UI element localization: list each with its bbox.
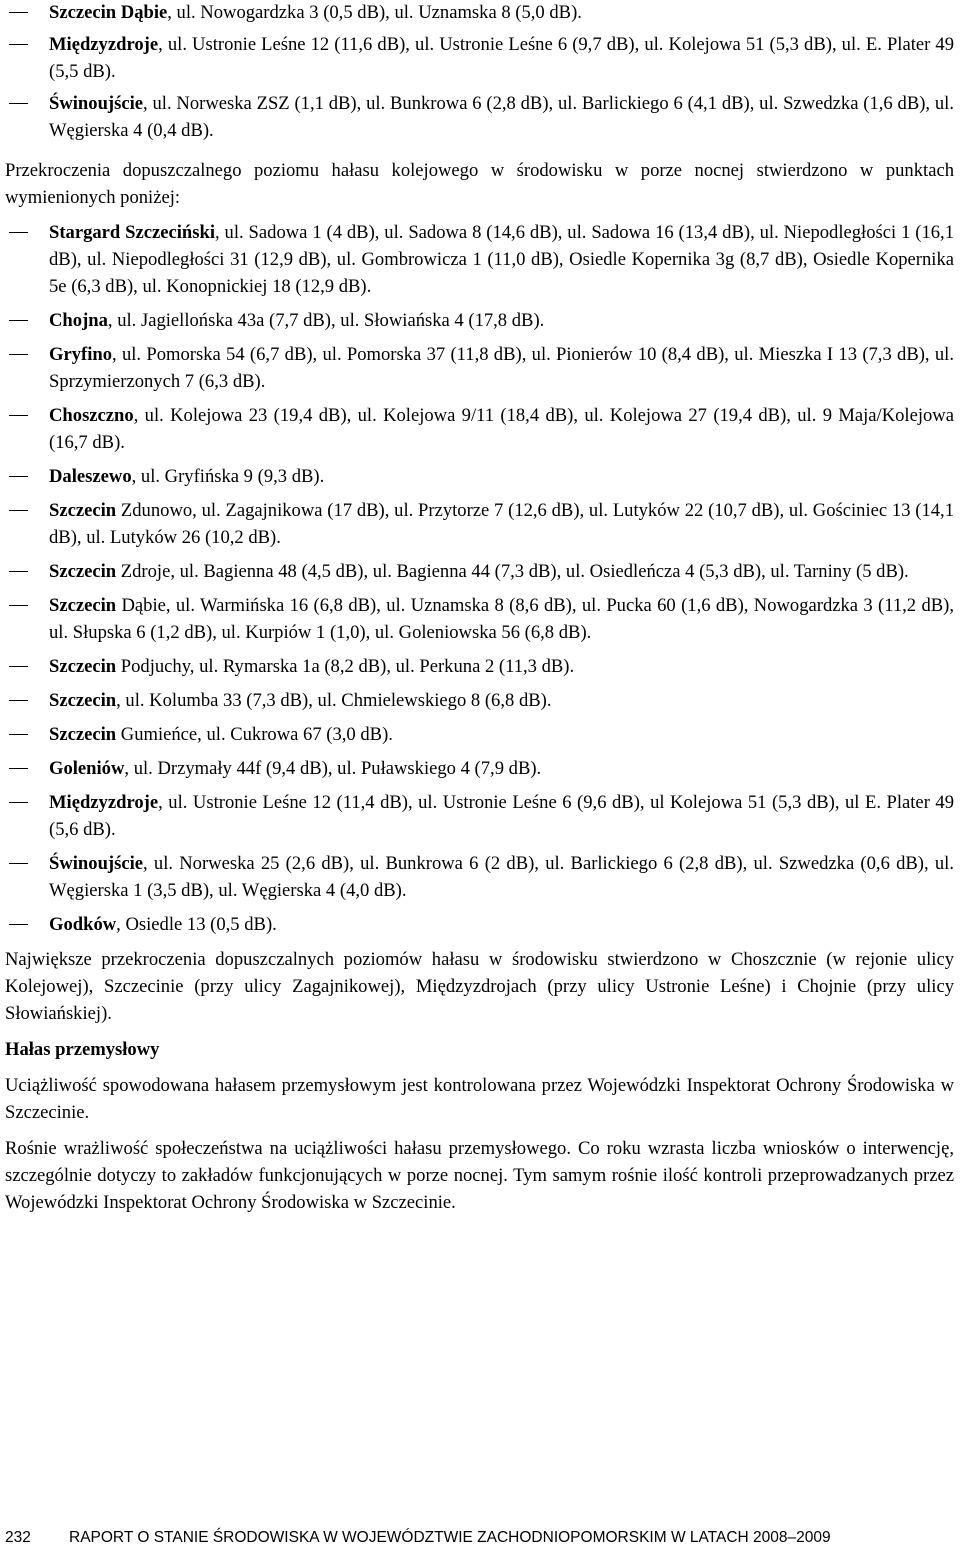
list-item <box>0 592 960 646</box>
list-item <box>0 755 960 782</box>
list-night <box>0 219 960 938</box>
place-details: , ul. Drzymały 44f (9,4 dB), ul. Puławskiego 4 (7,9 dB). <box>124 758 542 779</box>
place-name: Szczecin <box>49 724 117 745</box>
place-details: , ul. Jagiellońska 43a (7,7 dB), ul. Słowiańska 4 (17,8 dB). <box>107 310 545 331</box>
place-details: , ul. Ustronie Leśne 12 (11,6 dB), ul. Ustronie Leśne 6 (9,7 dB), ul. Kolejowa 51 (5,3 dB), ul. E. Plater 49 (5,5 dB). <box>49 34 954 82</box>
place-details: , ul. Kolumba 33 (7,3 dB), ul. Chmielewskiego 8 (6,8 dB). <box>116 690 552 711</box>
place-name: Chojna <box>49 310 108 331</box>
list-item <box>0 558 960 585</box>
place-details: , ul. Pomorska 54 (6,7 dB), ul. Pomorska 37 (11,8 dB), ul. Pionierów 10 (8,4 dB), ul. Mieszka I 13 (7,3 dB), ul. Sprzymierzonych 7 (6,3 dB). <box>49 344 954 392</box>
list-top <box>0 0 960 149</box>
place-details: Dąbie, ul. Warmińska 16 (6,8 dB), ul. Uznamska 8 (8,6 dB), ul. Pucka 60 (1,6 dB), Nowogardzka 3 (11,2 dB), ul. Słupska 6 (1,2 dB), ul. Kurpiów 1 (1,0), ul. Goleniowska 56 (6,8 dB). <box>49 595 954 643</box>
place-name: Goleniów <box>49 758 125 779</box>
place-name: Międzyzdroje <box>49 34 159 55</box>
place-name: Szczecin <box>49 561 117 582</box>
place-details: Zdroje, ul. Bagienna 48 (4,5 dB), ul. Bagienna 44 (7,3 dB), ul. Osiedleńcza 4 (5,3 dB), ul. Tarniny (5 dB). <box>116 561 909 582</box>
place-details: , Osiedle 13 (0,5 dB). <box>116 914 277 935</box>
place-details: , ul. Norweska ZSZ (1,1 dB), ul. Bunkrowa 6 (2,8 dB), ul. Barlickiego 6 (4,1 dB), ul. Szwedzka (1,6 dB), ul. Węgierska 4 (0,4 dB). <box>49 93 954 141</box>
list-item <box>0 307 960 334</box>
place-name: Gryfino <box>49 344 113 365</box>
place-name: Daleszewo <box>49 466 132 487</box>
report-title: RAPORT O STANIE ŚRODOWISKA W WOJEWÓDZTWIE ZACHODNIOPOMORSKIM W LATACH 2008–2009 <box>69 1529 831 1546</box>
list-item <box>0 463 960 490</box>
list-item <box>0 850 960 904</box>
place-details: Podjuchy, ul. Rymarska 1a (8,2 dB), ul. Perkuna 2 (11,3 dB). <box>116 656 575 677</box>
list-item <box>0 789 960 843</box>
list-item <box>0 402 960 456</box>
list-item <box>0 687 960 714</box>
place-name: Szczecin <box>49 595 117 616</box>
place-details: Zdunowo, ul. Zagajnikowa (17 dB), ul. Przytorze 7 (12,6 dB), ul. Lutyków 22 (10,7 dB), ul. Gościniec 13 (14,1 dB), ul. Lutyków 26 (10,2 dB). <box>49 500 954 548</box>
list-item <box>0 0 960 26</box>
paragraph-1: Uciążliwość spowodowana hałasem przemysłowym jest kontrolowana przez Wojewódzki Inspektorat Ochrony Środowiska w Szczecinie. <box>5 1075 954 1123</box>
list-item <box>0 90 960 144</box>
place-name: Godków <box>49 914 117 935</box>
place-details: , ul. Gryfińska 9 (9,3 dB). <box>131 466 325 487</box>
list-item <box>0 497 960 551</box>
list-item <box>0 721 960 748</box>
section-heading: Hałas przemysłowy <box>5 1039 160 1060</box>
place-name: Szczecin <box>49 656 117 677</box>
place-name: Szczecin <box>49 690 117 711</box>
list-item <box>0 653 960 680</box>
place-name: Szczecin <box>49 500 117 521</box>
place-details: , ul. Sadowa 1 (4 dB), ul. Sadowa 8 (14,6 dB), ul. Sadowa 16 (13,4 dB), ul. Niepodległości 1 (16,1 dB), ul. Niepodległości 31 (12,9 dB), ul. Gombrowicza 1 (11,0 dB), Osiedle Kopernika 3g (8,7 dB), Osiedle Kopernika 5e (6,3 dB), ul. Konopnickiej 18 (12,9 dB). <box>49 222 954 297</box>
list-item <box>0 219 960 300</box>
list-item <box>0 31 960 85</box>
place-name: Stargard Szczeciński <box>49 222 216 243</box>
place-name: Międzyzdroje <box>49 792 159 813</box>
list-item <box>0 341 960 395</box>
summary-paragraph: Największe przekroczenia dopuszczalnych poziomów hałasu w środowisku stwierdzono w Choszcznie (w rejonie ulicy Kolejowej), Szczecinie (przy ulicy Zagajnikowej), Międzyzdrojach (przy ulicy Ustronie Leśne) i Chojnie (przy ulicy Słowiańskiej). <box>5 949 954 1024</box>
place-details: , ul. Norweska 25 (2,6 dB), ul. Bunkrowa 6 (2 dB), ul. Barlickiego 6 (2,8 dB), ul. Szwedzka (0,6 dB), ul. Węgierska 1 (3,5 dB), ul. Węgierska 4 (4,0 dB). <box>49 853 954 901</box>
place-details: , ul. Kolejowa 23 (19,4 dB), ul. Kolejowa 9/11 (18,4 dB), ul. Kolejowa 27 (19,4 dB), ul. 9 Maja/Kolejowa (16,7 dB). <box>49 405 954 453</box>
paragraph-2: Rośnie wrażliwość społeczeństwa na uciążliwości hałasu przemysłowego. Co roku wzrasta liczba wniosków o interwencję, szczególnie dotyczy to zakładów funkcjonujących w porze nocnej. Tym samym rośnie ilość kontroli przeprowadzanych przez Wojewódzki Inspektorat Ochrony Środowiska w Szczecinie. <box>5 1138 954 1213</box>
place-details: , ul. Ustronie Leśne 12 (11,4 dB), ul. Ustronie Leśne 6 (9,6 dB), ul Kolejowa 51 (5,3 dB), ul E. Plater 49 (5,6 dB). <box>49 792 954 840</box>
place-details: , ul. Nowogardzka 3 (0,5 dB), ul. Uznamska 8 (5,0 dB). <box>167 2 582 23</box>
page-number: 232 <box>5 1529 31 1546</box>
place-name: Świnoujście <box>49 853 144 874</box>
place-name: Choszczno <box>49 405 134 426</box>
content-flow <box>0 157 960 1216</box>
place-name: Świnoujście <box>49 93 144 114</box>
list-item <box>0 911 960 938</box>
page-footer <box>5 1528 955 1548</box>
place-name: Szczecin Dąbie <box>49 2 168 23</box>
place-details: Gumieńce, ul. Cukrowa 67 (3,0 dB). <box>116 724 393 745</box>
intro-night-paragraph: Przekroczenia dopuszczalnego poziomu hałasu kolejowego w środowisku w porze nocnej stwierdzono w punktach wymienionych poniżej: <box>5 160 954 208</box>
